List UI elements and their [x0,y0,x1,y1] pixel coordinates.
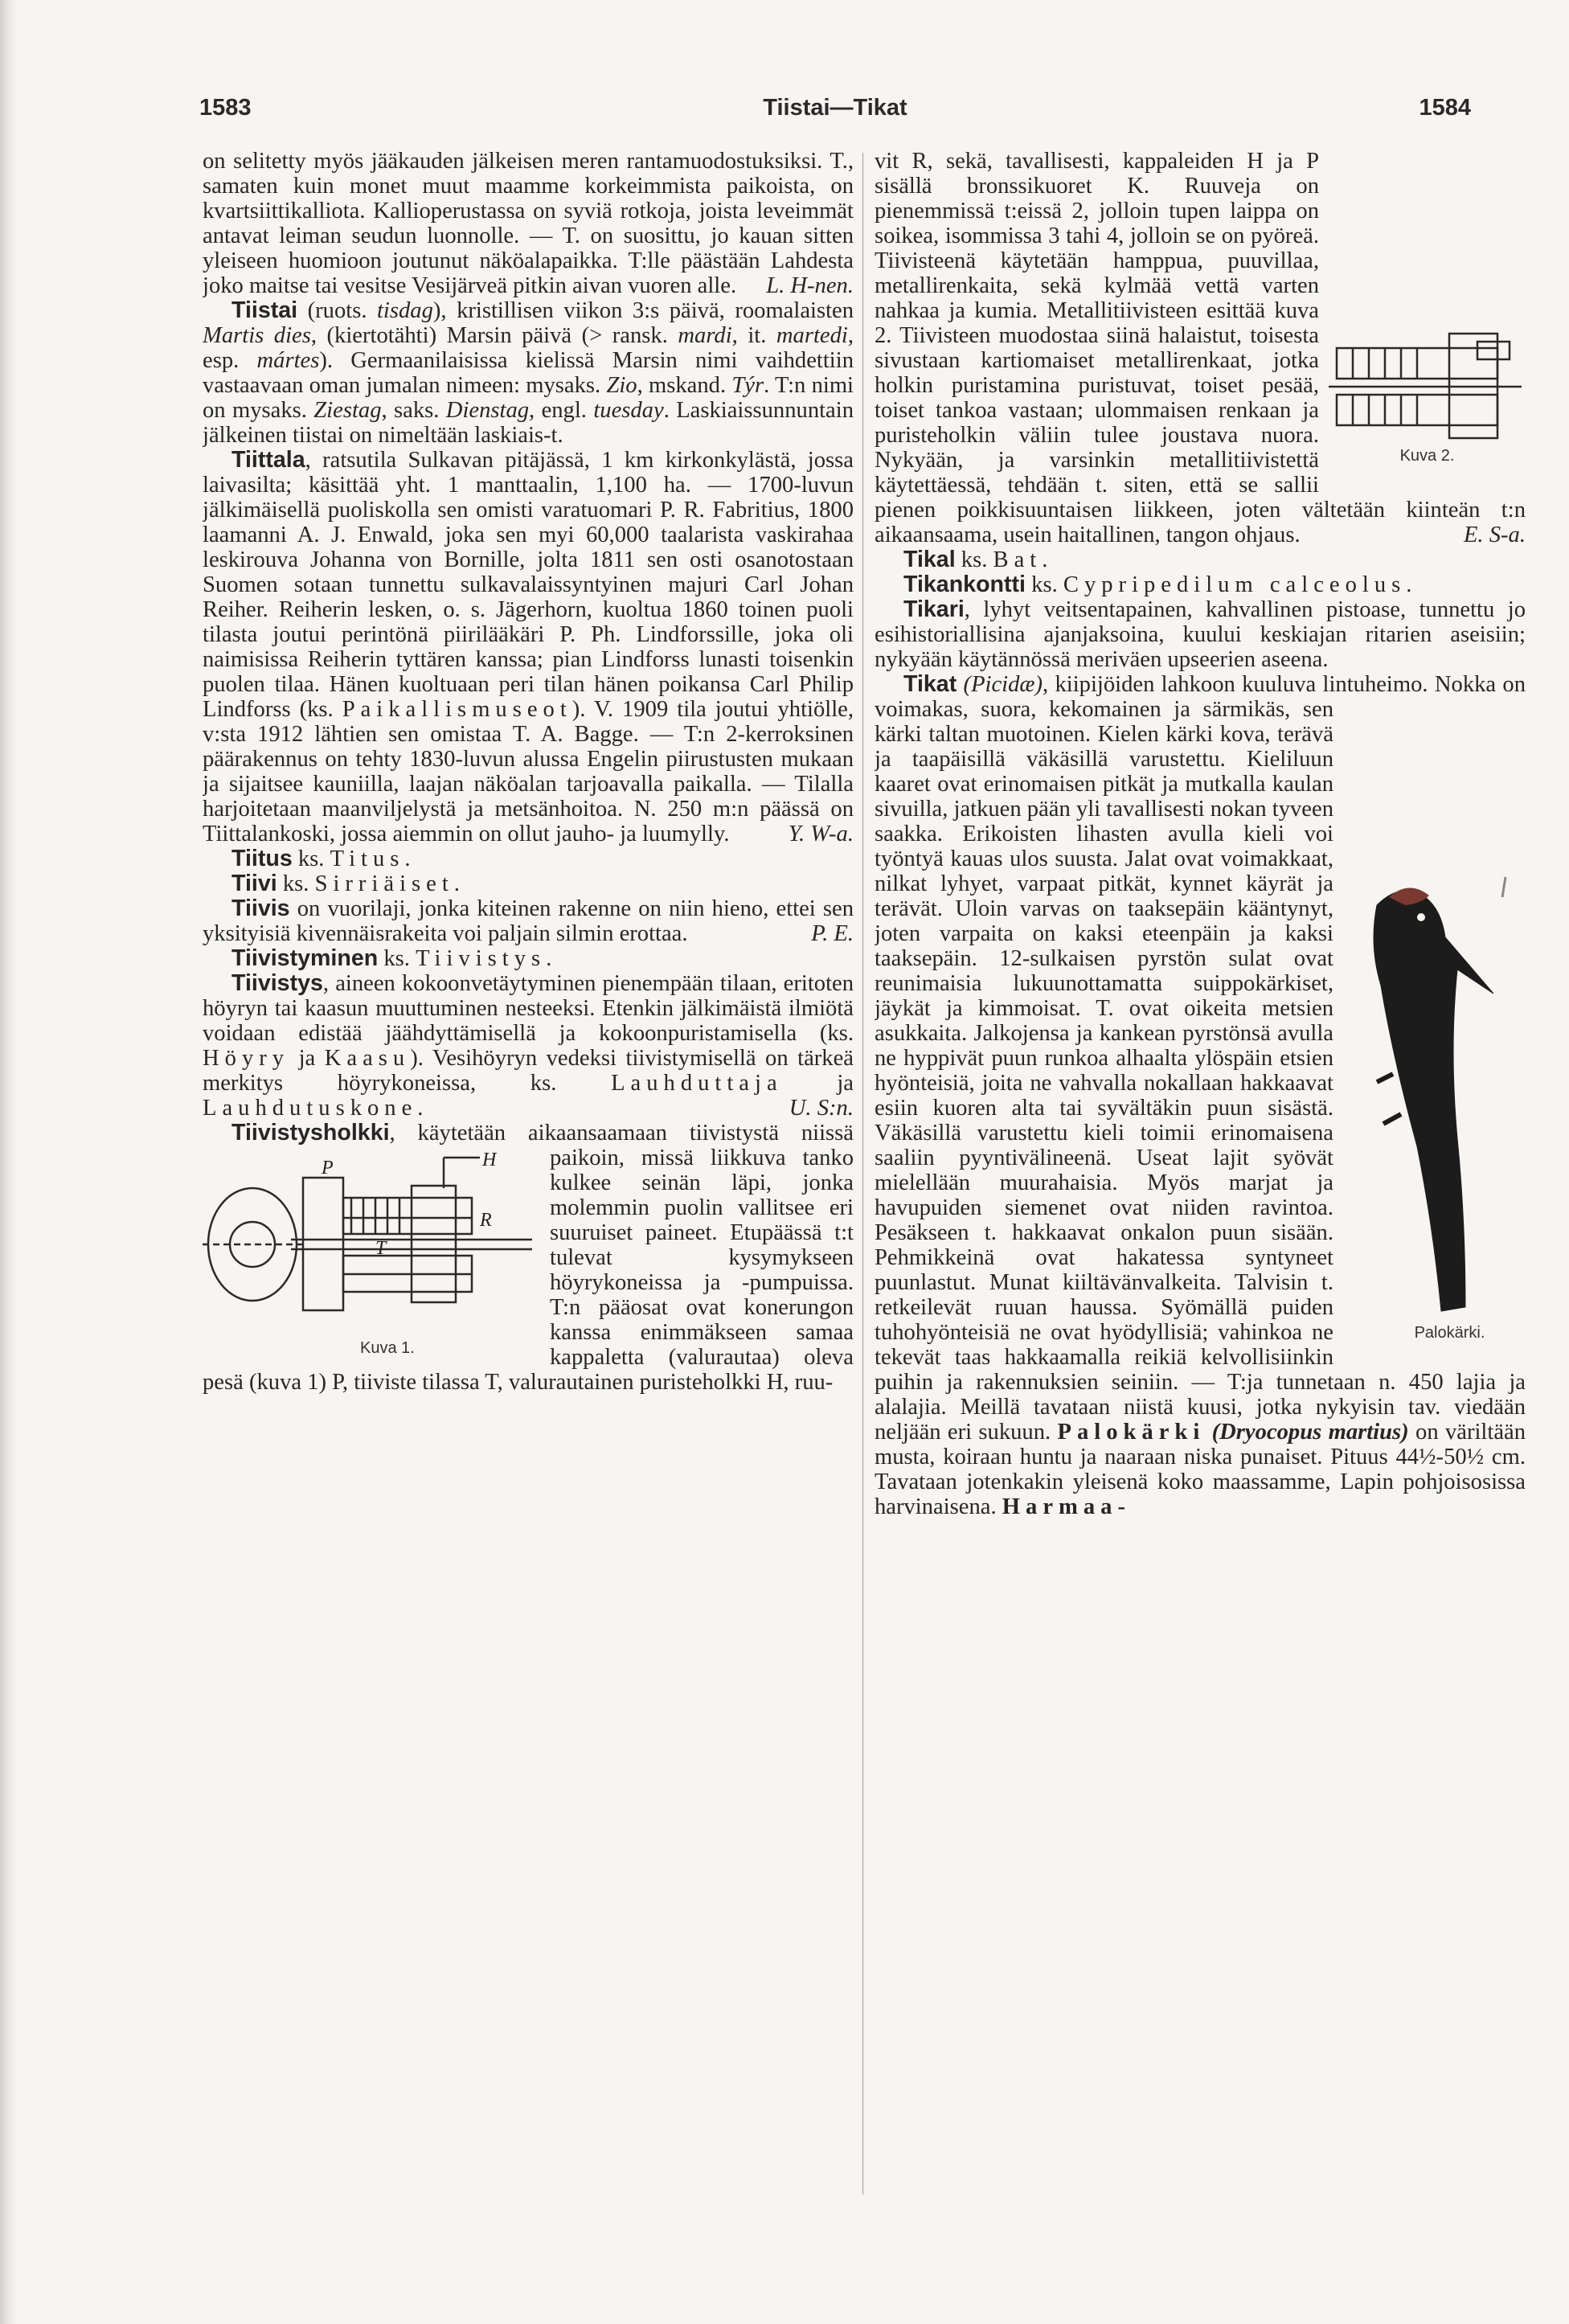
text-run: vit R, sekä, tavallisesti, kappaleiden H ja P sisällä bronssikuoret K. Ruuveja on pienemmissä t:eissä 2, jolloin tupen laippa on soikea, isommissa 3 tahi 4, jolloin se on pyöreä. Tiivisteenä käytetään hamppua, puuvillaa, metallirenkaita, sekä kylmää vettä varten nahkaa ja kumia. Metallitiivisteen esittää kuva 2. Tiivisteen muodostaa siinä halaistut, toisesta sivustaan kartiomaiset metallirenkaat, jotka holkin puristamina puristuvat, toiset pesää, toiset tankoa vastaan; ulommaisen renkaan ja puristeholkin väliin tulee joustava nuora. Nykyään, ja varsinkin metallitiivistettä käytettäessä, tehdään t. siten, että se sallii pienen poikkisuuntaisen liikkeen, joten vältetään kiinteän t:n aikaansaama, usein haitallinen, tangon ohjaus. [875,149,1526,547]
text-run: , (kiertotähti) Marsin päivä (> ransk. [310,323,678,348]
text-run: ). V. 1909 tila joutui yhtiölle, v:sta 1912 lähtien sen omistaa T. A. Bagge. — T:n 2-kerroksinen päärakennus on tehty 1830-luvun alussa Engelin piirustusten mukaan ja sijaitsee kauniilla, laajan näköalan tarjoavalla paikalla. — Tilalla harjoitetaan maanviljelystä ja metsänhoitoa. N. 250 m:n päässä on Tiittalankoski, jossa aiemmin on ollut jauho- ja luumylly. [203,697,854,846]
cross-reference: Titus [330,846,405,871]
entry-tikal [875,547,1526,572]
entry-headword: Tiitus [231,846,293,871]
metal-packing-diagram [1329,326,1522,446]
entry-tiivi [203,871,854,896]
page-number-right: 1584 [1419,95,1471,121]
text-run: , esp. [203,323,854,373]
figure-caption: Kuva 1. [360,1339,415,1357]
text-run: , kiipijöiden lahkoon kuuluva lintuheimo. Nokka on voimakas, suora, kekomainen ja särmikäs, sen kärki taltan muotoinen. Kielen kärki kova, terävä ja taapäisillä väkäsillä varustettu. Kieliluun kaaret ovat erinomaisen pitkät ja mutkalla kaulan sivuilla, jatkuen pään yli tavallisesti nokan tyveen saakka. Erikoisten lihasten avulla kieli voi työntyä kauas ulos suusta. Jalat ovat voimakkaat, nilkat lyhyet, varpaat pitkät, kynnet käyrät ja terävät. Uloin varvas on taaksepäin kääntynyt, joten varpaita on kaksi eteenpäin ja kaksi taaksepäin. 12-sulkaisen pyrstön sulat ovat reunimaisia lukuunottamatta suippokärkiset, jäykät ja kimmoisat. T. ovat oikeita metsien asukkaita. Jalkojensa ja kankean pyrstönsä avulla ne hyppivät puun runkoa alhaalta ylöspäin etsien hyönteisiä, joita ne vahvalla nokallaan hakkaavat esiin kuoren alta tai syvältäkin puun sisästä. Väkäsillä varustettu kieli toimii erinomaisena saaliin pyyntivälineenä. Useat lajit syövät mielellään muurahaisia. Myös marjat ja havupuiden siemenet ovat niiden ravintoa. Pesäkseen t. hakkaavat onkalon puun sisään. Pehmikkeinä ovat hakatessa syntyneet puunlastut. Munat kiiltävänvalkeita. Talvisin t. retkeilevät ruuan haussa. Syömällä puiden tuhohyönteisiä ne ovat hyödyllisiä; vahinkoa ne tekevät taas hakkaamalla reikiä kelvollisiinkin puihin ja rakennuksien seiniin. — T:ja tunnetaan n. 450 lajia ja alalajia. Meillä tavataan niistä kuusi, jotka nykyisin tav. viedään neljään eri sukuun. [875,672,1526,1445]
figure-label: P [322,1158,334,1178]
text-run: Zio [606,373,637,398]
running-title: Tiistai—Tikat [763,95,907,121]
cross-reference: Sirriäiset [314,871,454,896]
cross-reference: Palokärki [1057,1420,1206,1445]
text-run: tuesday [593,398,664,423]
entry-tiittala [203,448,854,846]
text-run: (ruots. [297,298,377,323]
text-run: ks. [378,946,416,971]
text-run: , saks. [381,398,446,423]
entry-headword: Tikari [903,596,965,622]
entry-tiistai [203,298,854,448]
author-signature: Y. W-a. [788,822,854,846]
entry-headword: Tiivistys [231,970,323,996]
author-signature: U. S:n. [789,1096,854,1121]
figure-palokarki [1345,873,1526,1355]
entry-headword: Tiivis [231,896,290,921]
entry-tiivistysholkki-continued [875,149,1526,547]
entry-tiivistyminen [203,946,854,971]
cross-reference: Cypripedilum calceolus [1063,572,1407,597]
text-run: ). Germaanilaisissa kielissä Marsin nimi vaihdettiin vastaavaan oman jumalan nimeen: mysaks. [203,348,854,398]
page-header [199,95,1471,135]
text-run: . [1042,547,1048,572]
text-run: martedi [776,323,848,348]
cross-reference: Paikallismuseot [342,697,572,722]
author-signature: E. S-a. [1463,523,1526,547]
cross-reference: Tiivistys [416,946,547,971]
entry-headword: Tikankontti [903,572,1026,597]
cross-reference: Lauhduttaja [611,1071,783,1096]
text-run: Týr [731,373,764,398]
entry-tiitus [203,846,854,871]
entry-tiivistysholkki [203,1121,854,1395]
text-run: ). Vesihöyryn vedeksi tiivistymisellä on tärkeä merkitys höyrykoneissa, ks. [203,1046,854,1096]
cross-reference: Harmaa- [1002,1494,1131,1519]
figure-caption: Palokärki. [1414,1324,1485,1342]
figure-label: R [480,1210,492,1231]
stuffing-box-diagram [203,1150,540,1338]
latin-name: (Picidæ) [963,672,1043,697]
entry-headword: Tikal [903,547,956,572]
entry-headword: Tiivistyminen [231,945,379,971]
text-run: . [404,846,411,871]
page-number-left: 1583 [199,95,252,121]
text-run: Martis dies [203,323,311,348]
text-run: ja [782,1071,854,1096]
text-run: ks. [1026,572,1063,597]
right-column [875,149,1526,2191]
entry-headword: Tiivistysholkki [231,1120,390,1146]
text-run: , aineen kokoonvetäytyminen pienempään tilaan, eritoten höyryn tai kaasun muuttuminen nesteeksi. Etenkin jälkimäistä ilmiötä voidaan edistää jäähdyttämisellä ja kokoonpuristamisella (ks. [203,971,854,1046]
text-run: Ziestag [313,398,382,423]
text-run: mártes [256,348,320,373]
text-run: ks. [277,871,315,896]
entry-headword: Tiivi [231,871,277,896]
text-run: ), kristillisen viikon 3:s päivä, roomalaisten [432,298,854,323]
entry-tikari [875,597,1526,672]
entry-tiistai-vuori-continued [203,149,854,298]
text-run: ks. [292,846,330,871]
text-run: , ratsutila Sulkavan pitäjässä, 1 km kirkonkylästä, jossa laivasilta; käsittää yht. 1 manttaalin, 1,100 ha. — 1700-luvun jälkimäisellä puoliskolla sen omisti varatuomari P. R. Fabritius, 1800 laamanni A. J. Enwald, joka sen myi 60,000 taalarista vaskirahaa leskirouva Johanna von Bornille, jolta 1811 sen osti osanotostaan Suomen sotaan tunnettu sulkavalaissyntyinen majuri Carl Johan Reiher. Reiherin lesken, o. s. Jägerhorn, kuoltua 1860 toinen puoli tilasta joutui perintönä piirilääkäri P. Ph. Lindforssille, joka oli naimisissa Reiherin tyttären kanssa; pian Lindforss lunasti toisenkin puolen tilaa. Hänen kuoltuaan peri tilan hänen poikansa Carl Philip Lindforss (ks. [203,448,854,722]
figure-kuva-2 [1329,326,1526,470]
text-run: tisdag [376,298,433,323]
text-run: on väriltään musta, koiraan huntu ja naaraan niska punaiset. Pituus 44½-50½ cm. Tavataan jotenkakin yleisenä koko maassamme, Lapin pohjoisosissa harvinaisena. [875,1420,1526,1519]
text-run: . [417,1096,424,1121]
cross-reference: Lauhdutuskone [203,1096,418,1121]
entry-tiivis [203,896,854,946]
text-run: . Laskiaissunnuntain jälkeinen tiistai on nimeltään laskiais-t. [203,398,854,448]
text-run: , engl. [529,398,594,423]
text-run: , lyhyt veitsentapainen, kahvallinen pistoase, tunnettu jo esihistoriallisina ajanjaksoina, kuului keskiajan ritarien aseisiin; nykyään käytännössä meriväen upseerien aseena. [875,597,1526,672]
text-run: . T:n nimi on mysaks. [203,373,854,423]
text-run: Dienstag [445,398,530,423]
text-run: . [546,946,552,971]
entry-headword: Tiistai [231,297,298,323]
text-run: . [1406,572,1412,597]
text-run: , mskand. [637,373,732,398]
text-run: on vuorilaji, jonka kiteinen rakenne on niin hieno, ettei sen yksityisiä kivennäisrakeita voi paljain silmin erottaa. [203,896,854,946]
page-binding-edge [0,0,18,2324]
text-run: mardi [678,323,732,348]
latin-name: (Dryocopus martius) [1211,1420,1409,1445]
entry-tiivistys [203,971,854,1121]
author-signature: P. E. [811,921,854,946]
cross-reference: Kaasu [324,1046,411,1071]
text-run: ks. [955,547,993,572]
figure-kuva-1 [203,1150,540,1363]
text-run: . [453,871,460,896]
entry-headword: Tiittala [231,447,305,473]
text-run: , käytetään aikaansaamaan tiivistystä niissä paikoin, missä liikkuva tanko kulkee seinän läpi, jonka molemmin puolin vallitsee eri suuruiset paineet. Etupäässä t:t tulevat kysymykseen höyrykoneissa ja -pumpuissa. T:n pääosat ovat konerungon kanssa enimmäkseen samaa kappaletta (valurautaa) oleva pesä (kuva 1) P, tiiviste tilassa T, valurautainen puristeholkki H, ruu- [203,1121,854,1395]
black-woodpecker-illustration [1345,873,1522,1323]
entry-tikankontti [875,572,1526,597]
figure-label: H [482,1150,497,1170]
entry-tikat [875,672,1526,1519]
cross-reference: Höyry [203,1046,290,1071]
text-run: , it. [731,323,776,348]
left-column [203,149,854,2191]
text-run: ja [289,1046,325,1071]
column-divider [862,153,863,2195]
figure-caption: Kuva 2. [1399,447,1455,465]
text-run: on selitetty myös jääkauden jälkeisen meren rantamuodostuksiksi. T., samaten kuin monet muut maamme korkeimmista paikoista, on kvartsiittikalliota. Kallioperustassa on syviä rotkoja, joista leveimmät antavat leiman seudun luonnolle. — T. on suosittu, jo kauan sitten yleiseen huomioon joutunut näköalapaikka. T:lle päästään Lahdesta joko maitse tai vesitse Vesijärveä pitkin aivan vuoren alle. [203,149,854,298]
figure-label: T [375,1238,387,1259]
author-signature: L. H-nen. [766,273,854,298]
entry-headword: Tikat [903,671,957,697]
cross-reference: Bat [993,547,1043,572]
